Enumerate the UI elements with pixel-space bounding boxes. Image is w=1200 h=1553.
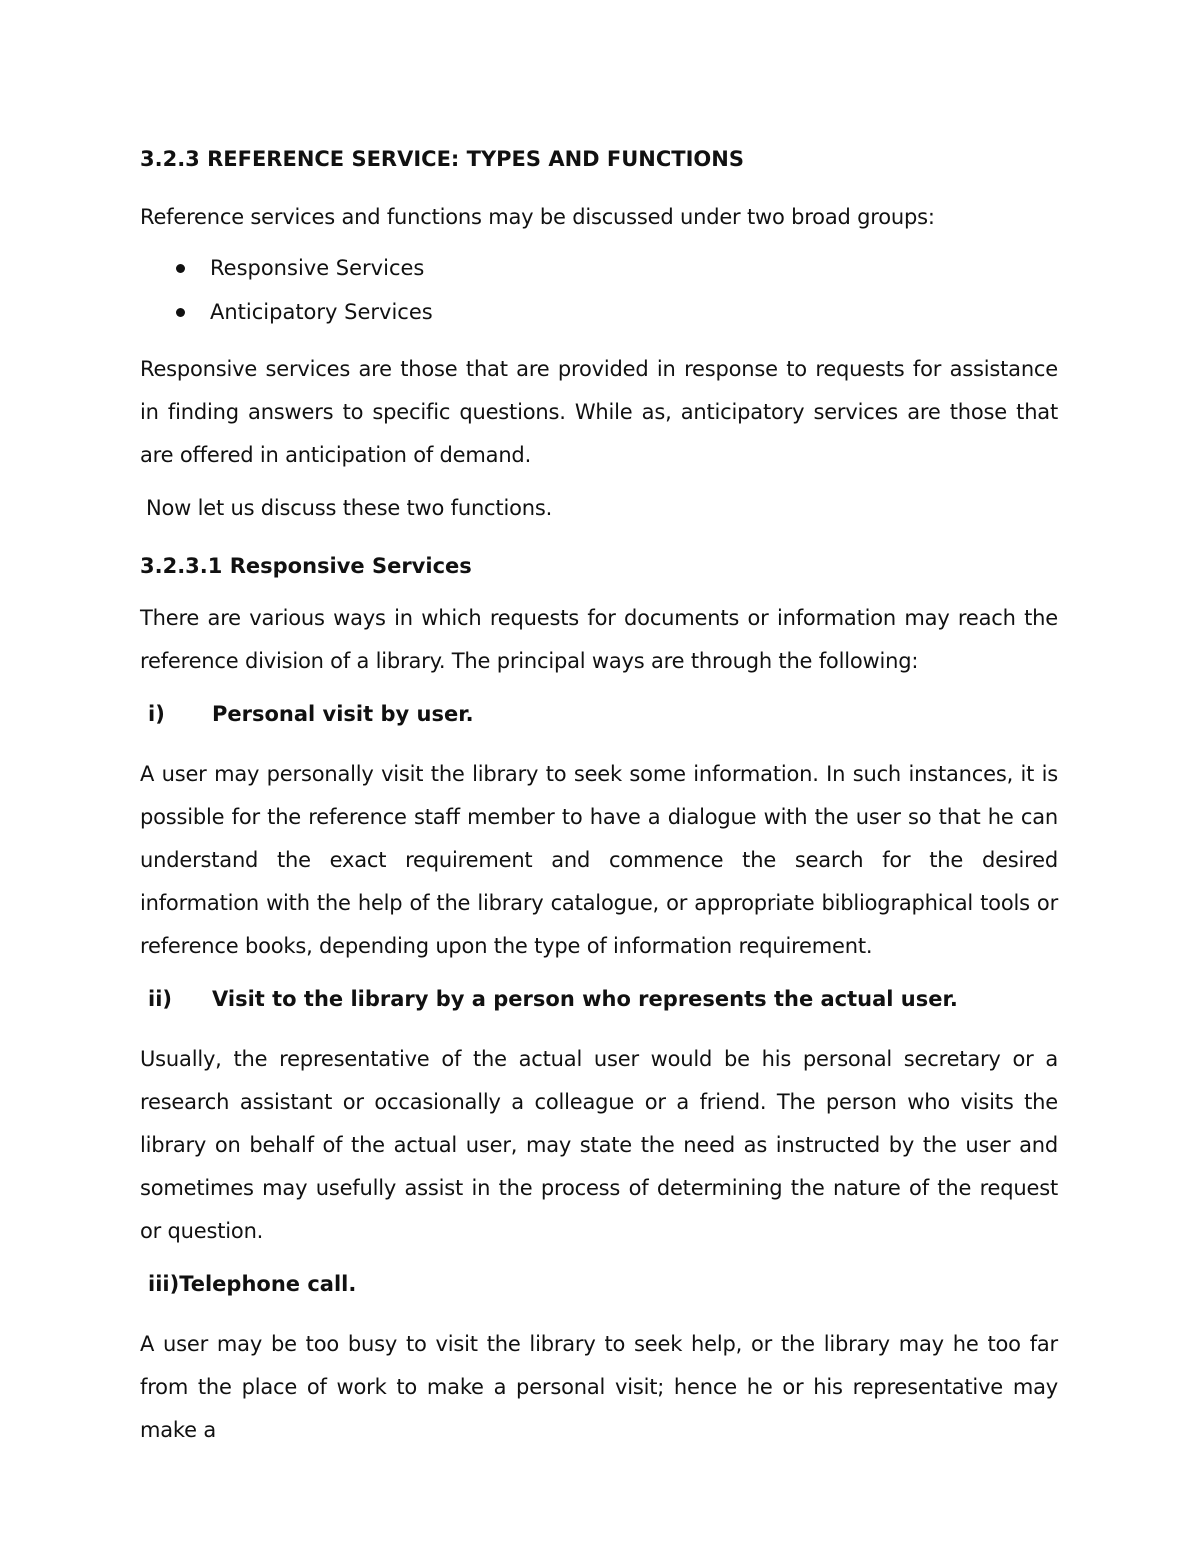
way-number: ii) bbox=[148, 987, 172, 1011]
way-number: i) bbox=[148, 702, 165, 726]
way-title: Personal visit by user. bbox=[212, 702, 474, 726]
transition-paragraph: Now let us discuss these two functions. bbox=[146, 496, 553, 520]
way-heading-personal-visit bbox=[140, 697, 1058, 731]
way-body-representative-visit: Usually, the representative of the actual user would be his personal secretary or a research assistant or occasionally a colleague or a friend. The person who visits the library on behalf of the actual user, may state the need as instructed by the user and sometimes may usefully assist in the process of determining the nature of the request or question. bbox=[140, 1047, 1058, 1243]
list-item bbox=[140, 246, 1058, 290]
groups-list bbox=[140, 246, 1058, 334]
way-body-telephone-call: A user may be too busy to visit the library to seek help, or the library may he too far from the place of work to make a personal visit; hence he or his representative may make a bbox=[140, 1332, 1058, 1442]
list-item bbox=[140, 290, 1058, 334]
document-page bbox=[140, 140, 1058, 1452]
way-heading-representative-visit bbox=[140, 982, 1058, 1016]
subsection-heading: 3.2.3.1 Responsive Services bbox=[140, 554, 472, 578]
way-title: Telephone call. bbox=[179, 1272, 357, 1296]
definitions-paragraph: Responsive services are those that are provided in response to requests for assistance in finding answers to specific questions. While as, anticipatory services are those that are offered in anticipation of demand. bbox=[140, 357, 1058, 467]
group-label: Responsive Services bbox=[210, 256, 425, 280]
subsection-intro-paragraph: There are various ways in which requests for documents or information may reach the reference division of a library. The principal ways are through the following: bbox=[140, 606, 1058, 673]
way-number: iii) bbox=[148, 1272, 180, 1296]
intro-paragraph: Reference services and functions may be discussed under two broad groups: bbox=[140, 205, 935, 229]
group-label: Anticipatory Services bbox=[210, 300, 433, 324]
way-body-personal-visit: A user may personally visit the library to seek some information. In such instances, it is possible for the reference staff member to have a dialogue with the user so that he can understand the exact requirement and commence the search for the desired information with the help of the library catalogue, or appropriate bibliographical tools or reference books, depending upon the type of information requirement. bbox=[140, 762, 1058, 958]
bullet-icon bbox=[176, 308, 185, 317]
way-title: Visit to the library by a person who represents the actual user. bbox=[212, 987, 958, 1011]
section-heading: 3.2.3 REFERENCE SERVICE: TYPES AND FUNCTIONS bbox=[140, 147, 744, 171]
bullet-icon bbox=[176, 264, 185, 273]
way-heading-telephone-call bbox=[140, 1267, 1058, 1301]
